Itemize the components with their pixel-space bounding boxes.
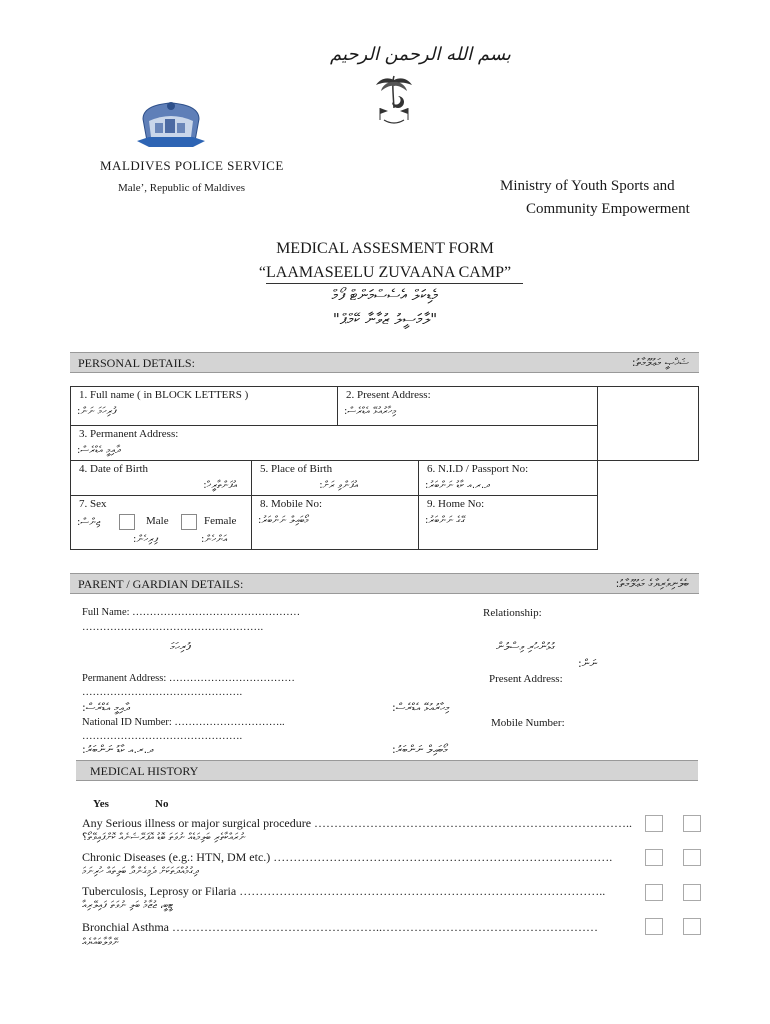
tuberculosis-question-dhivehi: ޓީބީ، ޖުޒާމު ބަލި ނުވަތަ ފައިލޭރިއާ — [82, 900, 173, 911]
permanent-address-label: 3. Permanent Address: — [79, 428, 179, 440]
pob-label-dhivehi: އުފަންވި ރަށް: — [319, 480, 358, 491]
chronic-no-checkbox[interactable] — [683, 849, 701, 866]
form-title: MEDICAL ASSESMENT FORM — [276, 240, 494, 257]
camp-title-dhivehi: "ލާމަސީލު ޒުވާނާ ކޭމްޕް" — [332, 310, 438, 328]
form-title-dhivehi: މެޑިކަލް އެސެސްމަންޓް ފޯމް — [331, 286, 439, 304]
medical-history-label: MEDICAL HISTORY — [90, 764, 199, 778]
sex-label: 7. Sex — [79, 498, 107, 510]
parent-nid-field[interactable]: National ID Number: ………………………….. — [82, 717, 285, 728]
photo-area — [597, 386, 699, 461]
parent-mobile-label: Mobile Number: — [491, 717, 565, 729]
male-label-dhivehi: ފިރިހެން: — [133, 534, 158, 545]
parent-nid-dhivehi: ދ.ރ.އ ކާޑު ނަންބަރު: — [82, 743, 154, 756]
personal-details-label-dhivehi: ޝަޚްޞީ މަޢުލޫމާތު: — [631, 356, 689, 369]
permanent-address-label-dhivehi: ދާއިމީ އެޑްރެސް: — [77, 445, 121, 456]
yes-column-label: Yes — [93, 798, 109, 810]
relationship-label-dhivehi: ގުޅުންހުރި ވިސްލުން — [496, 640, 555, 653]
dob-label-dhivehi: އުފަންތާރީޚް: — [203, 480, 237, 491]
female-label-dhivehi: އަންހެން: — [201, 534, 228, 545]
parent-full-name-dhivehi: ފުރިހަމަ — [170, 640, 191, 653]
pob-cell[interactable] — [251, 460, 419, 496]
parent-permanent-address-field[interactable]: Permanent Address: ……………………………… — [82, 673, 295, 684]
male-label: Male — [146, 515, 169, 527]
nid-label-dhivehi: ދ.ރ.އ ކާޑު ނަންބަރު: — [425, 480, 491, 491]
home-label: 9. Home No: — [427, 498, 485, 510]
female-label: Female — [204, 515, 237, 527]
organization-name: MALDIVES POLICE SERVICE — [100, 158, 284, 173]
dob-label: 4. Date of Birth — [79, 463, 149, 475]
parent-mobile-dhivehi: މޯބައިލް ނަންބަރު: — [392, 743, 448, 756]
no-column-label: No — [155, 798, 169, 810]
title-underline — [266, 283, 523, 284]
parent-nid-field-cont[interactable]: ………………………………………. — [82, 731, 243, 742]
police-crest-icon — [135, 97, 207, 153]
dob-cell[interactable] — [70, 460, 252, 496]
illness-question: Any Serious illness or major surgical procedure …………………………………………………………………….. — [82, 816, 633, 830]
illness-yes-checkbox[interactable] — [645, 815, 663, 832]
parent-permanent-address-dhivehi: ދާއިމީ އެޑްރެސް: — [82, 701, 131, 714]
medical-history-header — [76, 760, 698, 781]
name-label-dhivehi: ނަން: — [578, 657, 598, 670]
male-checkbox[interactable] — [119, 514, 135, 530]
pob-label: 5. Place of Birth — [260, 463, 333, 475]
relationship-label: Relationship: — [483, 607, 542, 619]
full-name-cell[interactable] — [70, 386, 338, 426]
illness-question-dhivehi: ނުރައްކާތެރި ބަލިމަޑެއް ނުވަތަ ބޮޑު އޮޕަރޭޝަނެއް ކޮށްފައިވޭތޯ؟ — [82, 832, 246, 843]
present-address-label-dhivehi: މިހާރުއުޅޭ އެޑްރެސް: — [344, 406, 397, 417]
mobile-label: 8. Mobile No: — [260, 498, 323, 510]
parent-present-address-label: Present Address: — [489, 673, 563, 685]
tuberculosis-question: Tuberculosis, Leprosy or Filaria ……………………………………………………………………………….. — [82, 884, 606, 898]
home-cell[interactable] — [418, 495, 598, 550]
nid-label: 6. N.I.D / Passport No: — [427, 463, 529, 475]
chronic-question-dhivehi: ދިގުމުއްދަތަކަށް ދެމިގެންދާ ބަލިތައް ހުރިނަމަ — [82, 866, 199, 877]
state-emblem-icon — [370, 72, 418, 128]
nid-cell[interactable] — [418, 460, 598, 496]
parent-full-name-field-cont[interactable]: ……………………………………………. — [82, 622, 264, 633]
tuberculosis-yes-checkbox[interactable] — [645, 884, 663, 901]
ministry-name-line1: Ministry of Youth Sports and — [500, 178, 675, 194]
permanent-address-cell[interactable] — [70, 425, 598, 461]
parent-details-label: PARENT / GARDIAN DETAILS: — [78, 577, 244, 591]
camp-title: “LAAMASEELU ZUVAANA CAMP” — [258, 264, 512, 281]
illness-no-checkbox[interactable] — [683, 815, 701, 832]
ministry-name-line2: Community Empowerment — [526, 201, 690, 217]
asthma-question: Bronchial Asthma ……………………………………………..……………………………………………… — [82, 920, 598, 934]
parent-permanent-address-field-cont[interactable]: ………………………………………. — [82, 687, 243, 698]
parent-details-label-dhivehi: ބެލެނިވެރިޔާގެ މަޢުލޫމާތު: — [615, 577, 689, 590]
mobile-cell[interactable] — [251, 495, 419, 550]
full-name-label: 1. Full name ( in BLOCK LETTERS ) — [79, 389, 249, 401]
personal-details-header — [70, 352, 699, 373]
mobile-label-dhivehi: މޯބައިލް ނަންބަރު: — [258, 515, 309, 526]
chronic-question: Chronic Diseases (e.g.: HTN, DM etc.) …………………………………………………………………………. — [82, 850, 613, 864]
sex-cell — [70, 495, 252, 550]
present-address-label: 2. Present Address: — [346, 389, 431, 401]
tuberculosis-no-checkbox[interactable] — [683, 884, 701, 901]
present-address-cell[interactable] — [337, 386, 598, 426]
parent-details-header — [70, 573, 699, 594]
asthma-no-checkbox[interactable] — [683, 918, 701, 935]
asthma-yes-checkbox[interactable] — [645, 918, 663, 935]
sex-label-dhivehi: ޖިންސް: — [77, 517, 101, 528]
full-name-label-dhivehi: ފުރިހަމަ ނަން: — [77, 406, 117, 417]
home-label-dhivehi: ގޭގެ ނަންބަރު: — [425, 515, 465, 526]
bismillah-calligraphy: بسم الله الرحمن الرحيم — [330, 44, 511, 65]
asthma-question-dhivehi: ނޭވާލާބައްޔެއް — [82, 937, 119, 948]
personal-details-label: PERSONAL DETAILS: — [78, 356, 195, 370]
parent-full-name-field[interactable]: Full Name: ………………………………………… — [82, 607, 301, 618]
female-checkbox[interactable] — [181, 514, 197, 530]
organization-location: Male’, Republic of Maldives — [118, 182, 246, 194]
chronic-yes-checkbox[interactable] — [645, 849, 663, 866]
parent-present-address-dhivehi: މިހާރުއުޅޭ އެޑްރެސް: — [392, 701, 450, 714]
